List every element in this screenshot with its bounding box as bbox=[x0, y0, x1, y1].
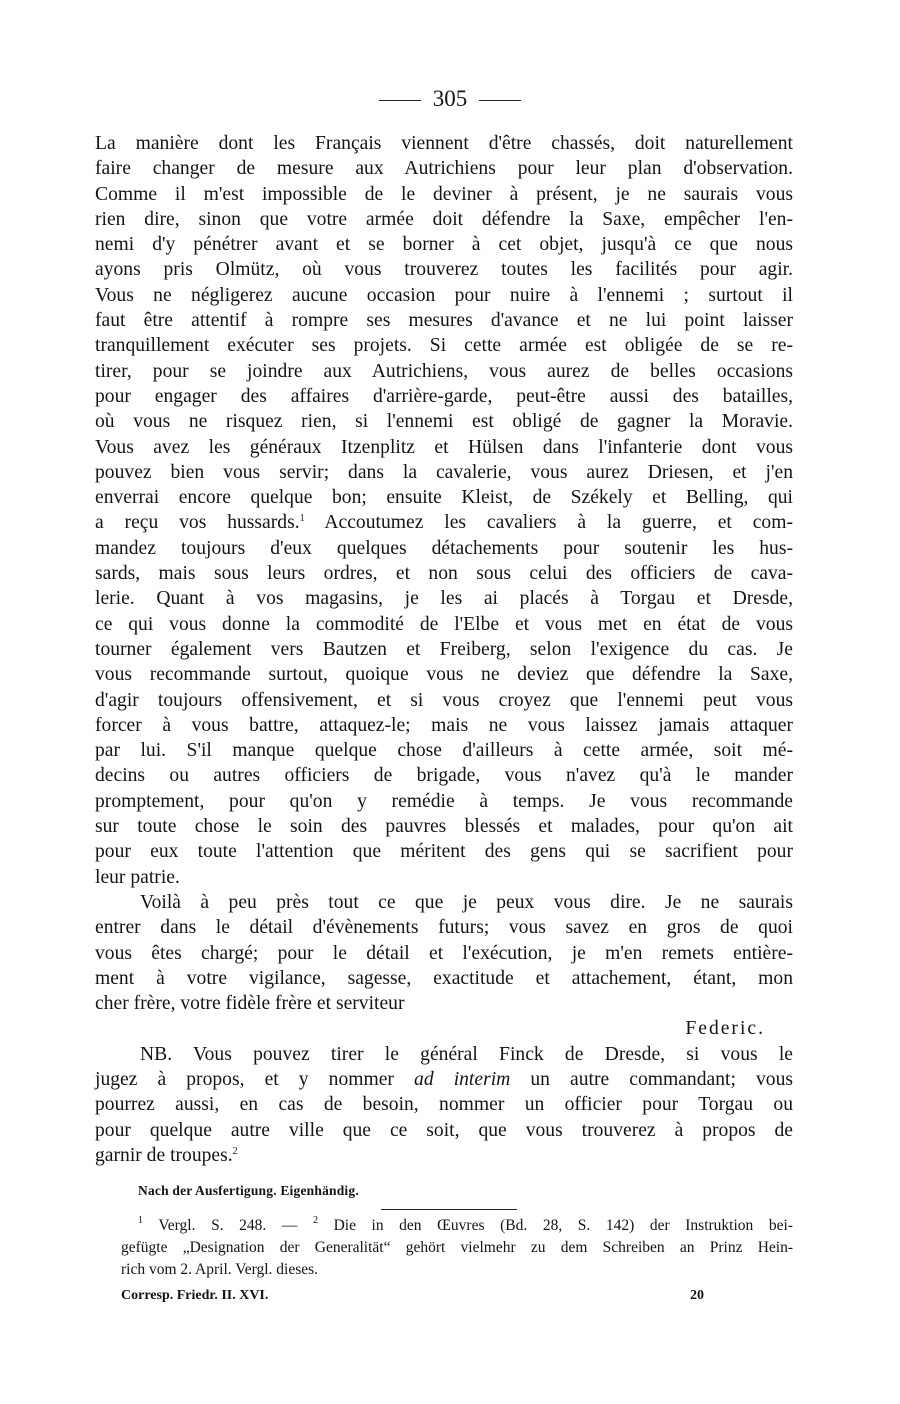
body-line: forcer à vous battre, attaquez-le; mais ne vous laissez jamais attaquer bbox=[95, 714, 793, 736]
nb-line-with-note bbox=[95, 1143, 793, 1168]
body-line: leur patrie. bbox=[95, 866, 180, 888]
body-line: mandez toujours d'eux quelques détachements pour soutenir les hus- bbox=[95, 537, 793, 559]
body-line: ce qui vous donne la commodité de l'Elbe et vous met en état de vous bbox=[95, 613, 793, 635]
nb-line: pourrez aussi, en cas de besoin, nommer un officier pour Torgau ou bbox=[95, 1094, 793, 1116]
page-number: 305 bbox=[432, 86, 468, 111]
body-line: faut être attentif à rompre ses mesures d'avance et ne lui point laisser bbox=[95, 310, 793, 332]
footnote-text: Vergl. S. 248. — bbox=[158, 1217, 313, 1234]
body-line: enverrai encore quelque bon; ensuite Kleist, de Székely et Belling, qui bbox=[95, 487, 793, 509]
footnote-number-1: 1 bbox=[138, 1215, 143, 1226]
body-line: sur toute chose le soin des pauvres blessés et malades, pour qu'on ait bbox=[95, 816, 793, 838]
body-line: tirer, pour se joindre aux Autrichiens, vous aurez de belles occasions bbox=[95, 360, 793, 382]
signature: Federic. bbox=[685, 1018, 765, 1040]
letter-body bbox=[95, 131, 793, 1168]
body-line: tourner également vers Bautzen et Freiberg, selon l'exigence du cas. Je bbox=[95, 638, 793, 660]
body-line: promptement, pour qu'on y remédie à temps. Je vous recommande bbox=[95, 790, 793, 812]
footnote-mark-1: 1 bbox=[299, 513, 305, 525]
nb-text: jugez à propos, et y nommer bbox=[95, 1068, 394, 1090]
body-line: faire changer de mesure aux Autrichiens pour leur plan d'observation. bbox=[95, 158, 793, 180]
body-line: rien dire, sinon que votre armée doit défendre la Saxe, empêcher l'en- bbox=[95, 208, 793, 230]
body-line: d'agir toujours offensivement, et si vous croyez que l'ennemi peut vous bbox=[95, 689, 793, 711]
nb-text: un autre commandant; vous bbox=[530, 1068, 793, 1090]
body-line: Vous ne négligerez aucune occasion pour nuire à l'ennemi ; surtout il bbox=[95, 284, 793, 306]
body-line: tranquillement exécuter ses projets. Si cette armée est obligée de se re- bbox=[95, 335, 793, 357]
body-line: ayons pris Olmütz, où vous trouverez toutes les facilités pour agir. bbox=[95, 259, 793, 281]
body-line: vous recommande surtout, quoique vous ne deviez que défendre la Saxe, bbox=[95, 664, 793, 686]
body-line: pour engager des affaires d'arrière-garde, peut-être aussi des batailles, bbox=[95, 385, 793, 407]
nb-line: NB. Vous pouvez tirer le général Finck de Dresde, si vous le bbox=[140, 1043, 793, 1065]
body-line-rest: Accoutumez les cavaliers à la guerre, et com- bbox=[324, 512, 793, 534]
body-line: par lui. S'il manque quelque chose d'ailleurs à cette armée, soit mé- bbox=[95, 740, 793, 762]
body-line: Vous avez les généraux Itzenplitz et Hülsen dans l'infanterie dont vous bbox=[95, 436, 793, 458]
paragraph2-line: ment à votre vigilance, sagesse, exactitude et attachement, étant, mon bbox=[95, 967, 793, 989]
footnote-line: gefügte „Designation der Generalität“ gehört vielmehr zu dem Schreiben an Prinz Hein- bbox=[121, 1239, 793, 1256]
footnotes bbox=[121, 1215, 793, 1281]
nb-line: pour quelque autre ville que ce soit, que vous trouverez à propos de bbox=[95, 1119, 793, 1141]
footnote-line: rich vom 2. April. Vergl. dieses. bbox=[121, 1261, 319, 1278]
body-line: La manière dont les Français viennent d'être chassés, doit naturellement bbox=[95, 133, 793, 154]
body-line-start: a reçu vos hussards. bbox=[95, 512, 300, 534]
footnote-number-2: 2 bbox=[312, 1215, 318, 1226]
footnote-mark-2: 2 bbox=[232, 1145, 238, 1157]
body-line: Comme il m'est impossible de le deviner à présent, je ne saurais vous bbox=[95, 183, 793, 205]
body-line: decins ou autres officiers de brigade, vous n'avez qu'à le mander bbox=[95, 765, 793, 787]
paragraph2-line: vous êtes chargé; pour le détail et l'exécution, je m'en remets entière- bbox=[95, 942, 793, 964]
body-line: sards, mais sous leurs ordres, et non sous celui des officiers de cava- bbox=[95, 563, 793, 585]
nb-text: garnir de troupes. bbox=[95, 1144, 233, 1166]
body-line: pouvez bien vous servir; dans la cavalerie, vous aurez Driesen, et j'en bbox=[95, 461, 793, 483]
footnote-text: Die in den Œuvres (Bd. 28, S. 142) der Instruktion bei- bbox=[333, 1217, 793, 1234]
page-header bbox=[0, 84, 900, 114]
body-line: où vous ne risquez rien, si l'ennemi est obligé de gagner la Moravie. bbox=[95, 411, 793, 433]
footer-signature-mark: Corresp. Friedr. II. XVI. bbox=[121, 1288, 269, 1303]
paragraph2-line: Voilà à peu près tout ce que je peux vous dire. Je ne saurais bbox=[140, 891, 793, 913]
footer-sheet-number: 20 bbox=[690, 1288, 704, 1303]
body-line: pour eux toute l'attention que méritent des gens qui se sacrifient pour bbox=[95, 841, 793, 863]
nb-line-with-italic bbox=[95, 1067, 793, 1092]
source-note: Nach der Ausfertigung. Eigenhändig. bbox=[138, 1183, 359, 1198]
nb-italic-phrase: ad interim bbox=[414, 1068, 511, 1090]
header-dash-right bbox=[479, 100, 521, 101]
body-line: lerie. Quant à vos magasins, je les ai placés à Torgau et Dresde, bbox=[95, 588, 793, 610]
body-line: nemi d'y pénétrer avant et se borner à cet objet, jusqu'à ce que nous bbox=[95, 234, 793, 256]
body-line-with-note bbox=[95, 510, 793, 535]
footnote-line bbox=[121, 1215, 793, 1237]
header-dash-left bbox=[379, 100, 421, 101]
paragraph2-line: cher frère, votre fidèle frère et serviteur bbox=[95, 993, 405, 1015]
footnote-separator bbox=[381, 1209, 517, 1210]
paragraph2-line: entrer dans le détail d'évènements futurs; vous savez en gros de quoi bbox=[95, 917, 793, 939]
